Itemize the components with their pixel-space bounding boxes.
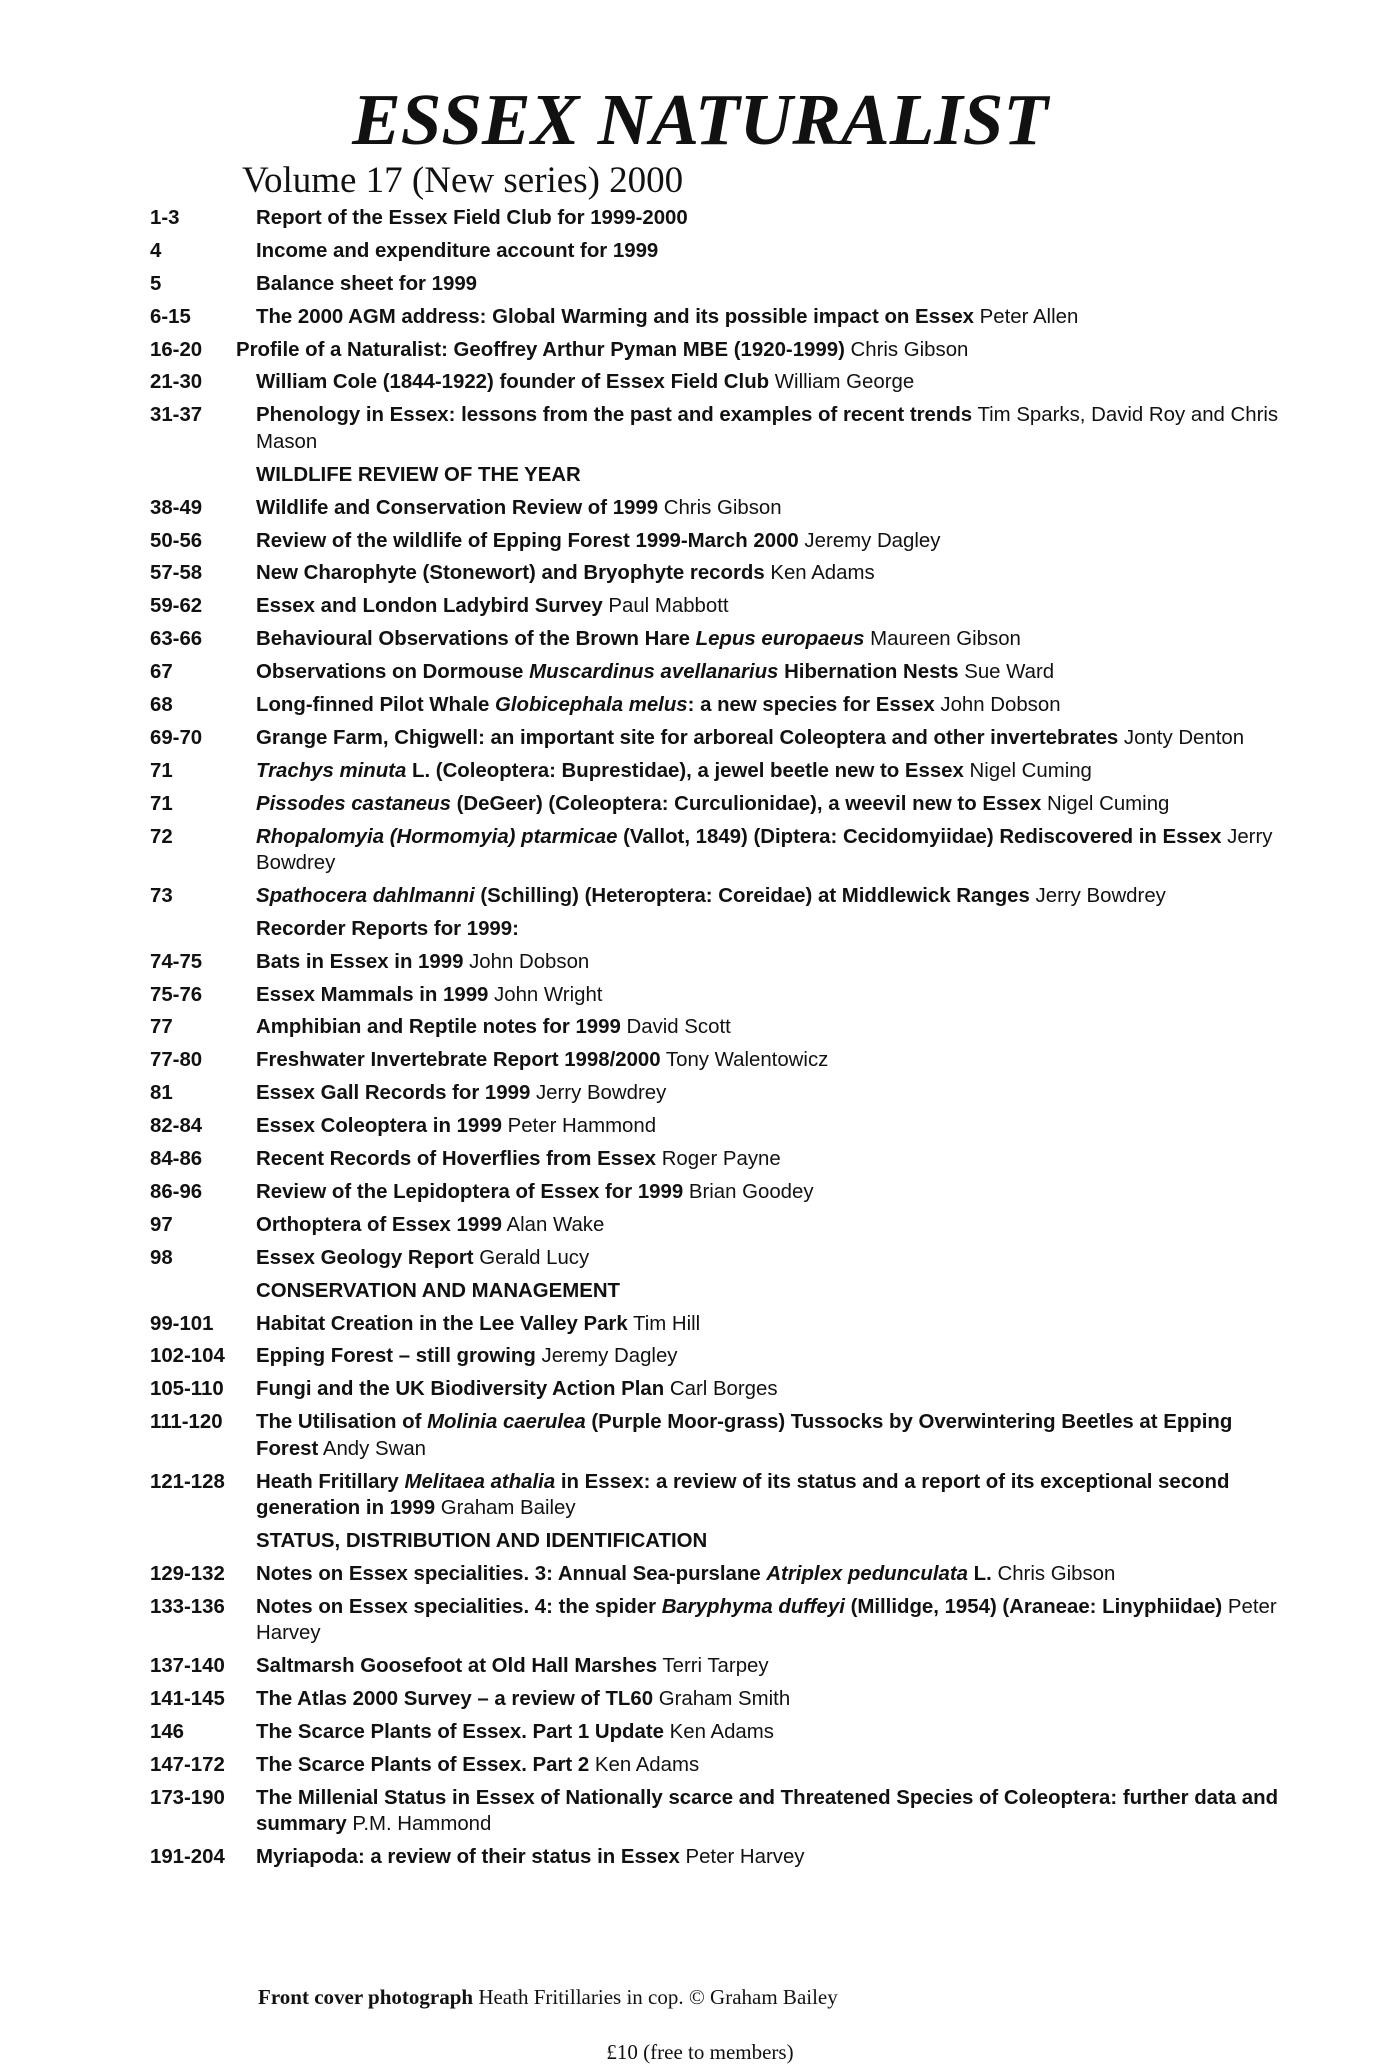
entry-title: Bats in Essex in 1999 (256, 950, 464, 973)
species-name: Pissodes castaneus (256, 792, 451, 815)
toc-entry (150, 1014, 1280, 1041)
entry-text (256, 1785, 1280, 1838)
page-range: 133-136 (150, 1595, 225, 1618)
toc-entry (150, 1752, 1280, 1779)
entry-title: Fungi and the UK Biodiversity Action Plan (256, 1378, 665, 1401)
toc-entry (150, 369, 1280, 396)
entry-title: WILDLIFE REVIEW OF THE YEAR (256, 463, 581, 486)
entry-text (256, 205, 1280, 232)
entry-text (256, 883, 1280, 910)
entry-text (256, 495, 1280, 522)
page-range: 63-66 (150, 628, 203, 651)
entry-author: John Wright (488, 983, 603, 1006)
masthead-title: ESSEX NATURALIST (352, 79, 1048, 160)
section-heading (150, 916, 1280, 943)
toc-entry (150, 1376, 1280, 1403)
entry-author: Maureen Gibson (864, 628, 1021, 651)
entry-text (256, 528, 1280, 555)
entry-author: Jerry Bowdrey (256, 825, 1273, 875)
toc-entry (150, 1179, 1280, 1206)
toc-entry (150, 528, 1280, 555)
cover-credit (258, 1985, 838, 2009)
page-range: 21-30 (150, 371, 203, 394)
entry-title: Recorder Reports for 1999: (256, 917, 519, 940)
toc-entry (150, 1686, 1280, 1713)
species-name: Muscardinus avellanarius (529, 661, 779, 684)
entry-title: (Schilling) (Heteroptera: Coreidae) at Middlewick Ranges (474, 884, 1030, 907)
page-range: 84-86 (150, 1148, 203, 1171)
entry-title: CONSERVATION AND MANAGEMENT (256, 1279, 621, 1302)
entry-author: Jeremy Dagley (798, 529, 941, 552)
entry-title: Essex Mammals in 1999 (256, 983, 489, 1006)
toc-entry (150, 1785, 1280, 1838)
species-name: Melitaea athalia (404, 1470, 556, 1493)
toc-entry (150, 1146, 1280, 1173)
toc-entry (150, 1245, 1280, 1272)
page-range: 16-20 (150, 338, 203, 361)
page-range: 82-84 (150, 1115, 203, 1138)
page-range: 105-110 (150, 1378, 224, 1401)
page-range: 73 (150, 884, 173, 907)
species-name: Globicephala melus (495, 693, 688, 716)
entry-title: (Purple Moor-grass) Tussocks by Overwintering Beetles at Epping Forest (256, 1411, 1233, 1460)
toc-entry (150, 1047, 1280, 1074)
toc-entry (150, 758, 1280, 785)
entry-title: Income and expenditure account for 1999 (256, 239, 659, 262)
entry-author: Ken Adams (663, 1720, 774, 1743)
entry-author: Sue Ward (958, 661, 1055, 684)
page-range: 59-62 (150, 595, 203, 618)
cover-credit-label: Front cover photograph (258, 1985, 474, 2009)
species-name: Spathocera dahlmanni (256, 884, 475, 907)
section-heading (150, 1278, 1280, 1305)
price-line: £10 (free to members) (606, 2040, 794, 2064)
entry-title: Essex Geology Report (256, 1246, 474, 1269)
entry-author: Gerald Lucy (473, 1246, 590, 1269)
entry-author: Peter Hammond (501, 1115, 657, 1138)
page-range: 129-132 (150, 1562, 225, 1585)
entry-author: Jonty Denton (1118, 726, 1245, 749)
species-name: Rhopalomyia (Hormomyia) ptarmicae (256, 825, 618, 848)
toc-entry (150, 593, 1280, 620)
entry-title: Behavioural Observations of the Brown Hare (256, 628, 696, 651)
entry-text (256, 692, 1280, 719)
entry-title: Freshwater Invertebrate Report 1998/2000 (256, 1049, 661, 1072)
entry-title: Recent Records of Hoverflies from Essex (256, 1148, 657, 1171)
toc-entry (150, 238, 1280, 265)
page-range: 5 (150, 272, 162, 295)
entry-author: Nigel Cuming (963, 759, 1092, 782)
toc-entry (150, 1311, 1280, 1338)
entry-title: in Essex: a review of its status and a report of its exceptional second generation in 1999 (256, 1470, 1230, 1520)
entry-title: Essex and London Ladybird Survey (256, 595, 603, 618)
entry-author: Chris Gibson (658, 496, 782, 519)
page-range: 50-56 (150, 529, 203, 552)
toc-entry (150, 791, 1280, 818)
entry-title: Epping Forest – still growing (256, 1345, 536, 1368)
entry-author: Chris Gibson (991, 1562, 1116, 1585)
entry-text (256, 1245, 1280, 1272)
entry-text (256, 1719, 1280, 1746)
toc-entry (150, 1212, 1280, 1239)
entry-author: Alan Wake (501, 1213, 605, 1236)
entry-author: Peter Harvey (679, 1846, 805, 1869)
entry-text (256, 369, 1280, 396)
toc-entry (150, 1343, 1280, 1370)
entry-title: Notes on Essex specialities. 4: the spider (256, 1595, 662, 1618)
page-range: 75-76 (150, 983, 203, 1006)
toc-entry (150, 1653, 1280, 1680)
entry-title: Observations on Dormouse (256, 661, 530, 684)
entry-author: Jerry Bowdrey (1029, 884, 1166, 907)
entry-author: Roger Payne (656, 1148, 781, 1171)
entry-title: (Vallot, 1849) (Diptera: Cecidomyiidae) Rediscovered in Essex (617, 825, 1222, 848)
page-range: 77-80 (150, 1049, 203, 1072)
toc-entry (150, 1409, 1280, 1462)
entry-title: Review of the wildlife of Epping Forest 1999-March 2000 (256, 529, 799, 552)
entry-title: Hibernation Nests (778, 661, 959, 684)
entry-author: Tony Walentowicz (660, 1049, 829, 1072)
page-range: 102-104 (150, 1345, 225, 1368)
entry-text (256, 1376, 1280, 1403)
toc-entry (150, 271, 1280, 298)
page-range: 98 (150, 1246, 173, 1269)
entry-text (256, 1113, 1280, 1140)
page-range: 71 (150, 759, 173, 782)
entry-text (256, 1469, 1280, 1522)
entry-text (256, 1212, 1280, 1239)
toc-entry (150, 883, 1280, 910)
toc-entry (150, 949, 1280, 976)
page-range: 86-96 (150, 1180, 203, 1203)
entry-title: Orthoptera of Essex 1999 (256, 1213, 502, 1236)
entry-author: Paul Mabbott (602, 595, 729, 618)
page-range: 69-70 (150, 726, 203, 749)
entry-title: L. (Coleoptera: Buprestidae), a jewel beetle new to Essex (406, 759, 964, 782)
entry-text (256, 791, 1280, 818)
page-range: 57-58 (150, 562, 203, 585)
table-of-contents (150, 205, 1280, 1877)
entry-title: The Millenial Status in Essex of Nationally scarce and Threatened Species of Coleoptera: further data and summary (256, 1786, 1279, 1836)
entry-author: Graham Bailey (435, 1497, 576, 1520)
entry-title: Notes on Essex specialities. 3: Annual Sea-purslane (256, 1562, 767, 1585)
page-range: 111-120 (150, 1411, 223, 1434)
entry-text (256, 560, 1280, 587)
entry-title: The Scarce Plants of Essex. Part 1 Update (256, 1720, 664, 1743)
entry-text (236, 337, 1280, 364)
entry-author: William George (769, 371, 915, 394)
toc-entry (150, 692, 1280, 719)
toc-entry (150, 1561, 1280, 1588)
volume-line: Volume 17 (New series) 2000 (242, 160, 684, 201)
entry-title: Saltmarsh Goosefoot at Old Hall Marshes (256, 1655, 658, 1678)
page-range: 4 (150, 239, 162, 262)
entry-text (256, 1311, 1280, 1338)
entry-text (256, 1047, 1280, 1074)
entry-title: Balance sheet for 1999 (256, 272, 478, 295)
entry-title: Essex Coleoptera in 1999 (256, 1115, 502, 1138)
entry-text (256, 462, 1280, 489)
page-range: 67 (150, 661, 173, 684)
toc-entry (150, 725, 1280, 752)
species-name: Lepus europaeus (695, 628, 865, 651)
page-range: 147-172 (150, 1753, 225, 1776)
entry-author: Nigel Cuming (1041, 792, 1170, 815)
page-range: 68 (150, 693, 173, 716)
entry-text (256, 1752, 1280, 1779)
entry-title: : a new species for Essex (687, 693, 935, 716)
page-range: 146 (150, 1720, 185, 1743)
entry-title: Myriapoda: a review of their status in Essex (256, 1846, 680, 1869)
toc-entry (150, 402, 1280, 455)
entry-title: The 2000 AGM address: Global Warming and its possible impact on Essex (256, 305, 975, 328)
entry-title: Profile of a Naturalist: Geoffrey Arthur Pyman MBE (1920-1999) (236, 338, 845, 361)
entry-author: P.M. Hammond (346, 1813, 492, 1836)
cover-credit-text: Heath Fritillaries in cop. © Graham Bailey (473, 1985, 838, 2009)
species-name: Atriplex pedunculata (766, 1562, 969, 1585)
entry-title: The Scarce Plants of Essex. Part 2 (256, 1753, 590, 1776)
toc-entry (150, 626, 1280, 653)
toc-entry (150, 1113, 1280, 1140)
page-range: 99-101 (150, 1312, 214, 1335)
page-range: 31-37 (150, 404, 203, 427)
toc-entry (150, 205, 1280, 232)
entry-text (256, 1080, 1280, 1107)
entry-text (256, 593, 1280, 620)
section-heading (150, 462, 1280, 489)
page-range: 81 (150, 1082, 173, 1105)
entry-title: Grange Farm, Chigwell: an important site for arboreal Coleoptera and other invertebrates (256, 726, 1119, 749)
entry-text (256, 1179, 1280, 1206)
entry-text (256, 1343, 1280, 1370)
entry-title: Review of the Lepidoptera of Essex for 1999 (256, 1180, 684, 1203)
entry-author: Peter Harvey (256, 1595, 1277, 1645)
page-range: 38-49 (150, 496, 203, 519)
species-name: Trachys minuta (256, 759, 407, 782)
entry-text (256, 1844, 1280, 1871)
entry-title: (Millidge, 1954) (Araneae: Linyphiidae) (844, 1595, 1223, 1618)
page-range: 74-75 (150, 950, 203, 973)
entry-author: Jeremy Dagley (535, 1345, 678, 1368)
page-range: 191-204 (150, 1846, 225, 1869)
entry-title: Long-finned Pilot Whale (256, 693, 495, 716)
toc-entry (150, 1844, 1280, 1871)
entry-text (256, 238, 1280, 265)
entry-text (256, 758, 1280, 785)
entry-author: Tim Hill (627, 1312, 701, 1335)
entry-title: L. (968, 1562, 992, 1585)
entry-title: STATUS, DISTRIBUTION AND IDENTIFICATION (256, 1529, 708, 1552)
entry-text (256, 949, 1280, 976)
page-range: 72 (150, 825, 173, 848)
entry-text (256, 824, 1280, 877)
entry-title: Amphibian and Reptile notes for 1999 (256, 1016, 621, 1039)
entry-author: Peter Allen (974, 305, 1079, 328)
toc-entry (150, 1594, 1280, 1647)
toc-entry (150, 337, 1280, 364)
page-range: 77 (150, 1016, 173, 1039)
entry-author: Ken Adams (589, 1753, 700, 1776)
entry-text (256, 1594, 1280, 1647)
entry-text (256, 1409, 1280, 1462)
toc-entry (150, 304, 1280, 331)
entry-author: John Dobson (934, 693, 1061, 716)
entry-author: Terri Tarpey (657, 1655, 769, 1678)
entry-title: Habitat Creation in the Lee Valley Park (256, 1312, 628, 1335)
entry-title: The Utilisation of (256, 1411, 428, 1434)
entry-author: Carl Borges (664, 1378, 778, 1401)
entry-title: Wildlife and Conservation Review of 1999 (256, 496, 659, 519)
toc-entry (150, 495, 1280, 522)
page-range: 6-15 (150, 305, 191, 328)
entry-text (256, 626, 1280, 653)
entry-text (256, 1014, 1280, 1041)
toc-entry (150, 659, 1280, 686)
toc-entry (150, 1719, 1280, 1746)
entry-text (256, 1278, 1280, 1305)
entry-title: Heath Fritillary (256, 1470, 405, 1493)
entry-title: William Cole (1844-1922) founder of Essex Field Club (256, 371, 770, 394)
entry-text (256, 725, 1280, 752)
page-range: 121-128 (150, 1470, 225, 1493)
entry-author: Graham Smith (653, 1688, 791, 1711)
entry-text (256, 659, 1280, 686)
page-range: 141-145 (150, 1688, 225, 1711)
entry-text (256, 982, 1280, 1009)
entry-author: Ken Adams (764, 562, 875, 585)
entry-text (256, 916, 1280, 943)
toc-entry (150, 1080, 1280, 1107)
toc-entry (150, 1469, 1280, 1522)
page-range: 1-3 (150, 207, 180, 229)
entry-text (256, 304, 1280, 331)
entry-author: Andy Swan (318, 1437, 427, 1460)
page-range: 173-190 (150, 1786, 225, 1809)
entry-text (256, 1561, 1280, 1588)
entry-text (256, 1653, 1280, 1680)
entry-text (256, 1146, 1280, 1173)
entry-text (256, 271, 1280, 298)
species-name: Molinia caerulea (427, 1411, 586, 1434)
entry-title: The Atlas 2000 Survey – a review of TL60 (256, 1688, 654, 1711)
entry-author: Brian Goodey (683, 1180, 814, 1203)
toc-entry (150, 560, 1280, 587)
entry-author: David Scott (620, 1016, 731, 1039)
entry-title: (DeGeer) (Coleoptera: Curculionidae), a weevil new to Essex (450, 792, 1042, 815)
species-name: Baryphyma duffeyi (661, 1595, 845, 1618)
entry-title: Essex Gall Records for 1999 (256, 1082, 531, 1105)
toc-entry (150, 982, 1280, 1009)
toc-entry (150, 824, 1280, 877)
page-range: 71 (150, 792, 173, 815)
section-heading (150, 1528, 1280, 1555)
entry-text (256, 1686, 1280, 1713)
entry-text (256, 1528, 1280, 1555)
entry-text (256, 402, 1280, 455)
entry-author: Jerry Bowdrey (530, 1082, 667, 1105)
entry-author: John Dobson (463, 950, 590, 973)
entry-title: New Charophyte (Stonewort) and Bryophyte records (256, 562, 765, 585)
page-range: 97 (150, 1213, 173, 1236)
entry-author: Tim Sparks, David Roy and Chris Mason (256, 404, 1279, 453)
entry-title: Phenology in Essex: lessons from the past and examples of recent trends (256, 404, 973, 427)
entry-title: Report of the Essex Field Club for 1999-2000 (256, 207, 688, 229)
page-range: 137-140 (150, 1655, 225, 1678)
entry-author: Chris Gibson (844, 338, 969, 361)
